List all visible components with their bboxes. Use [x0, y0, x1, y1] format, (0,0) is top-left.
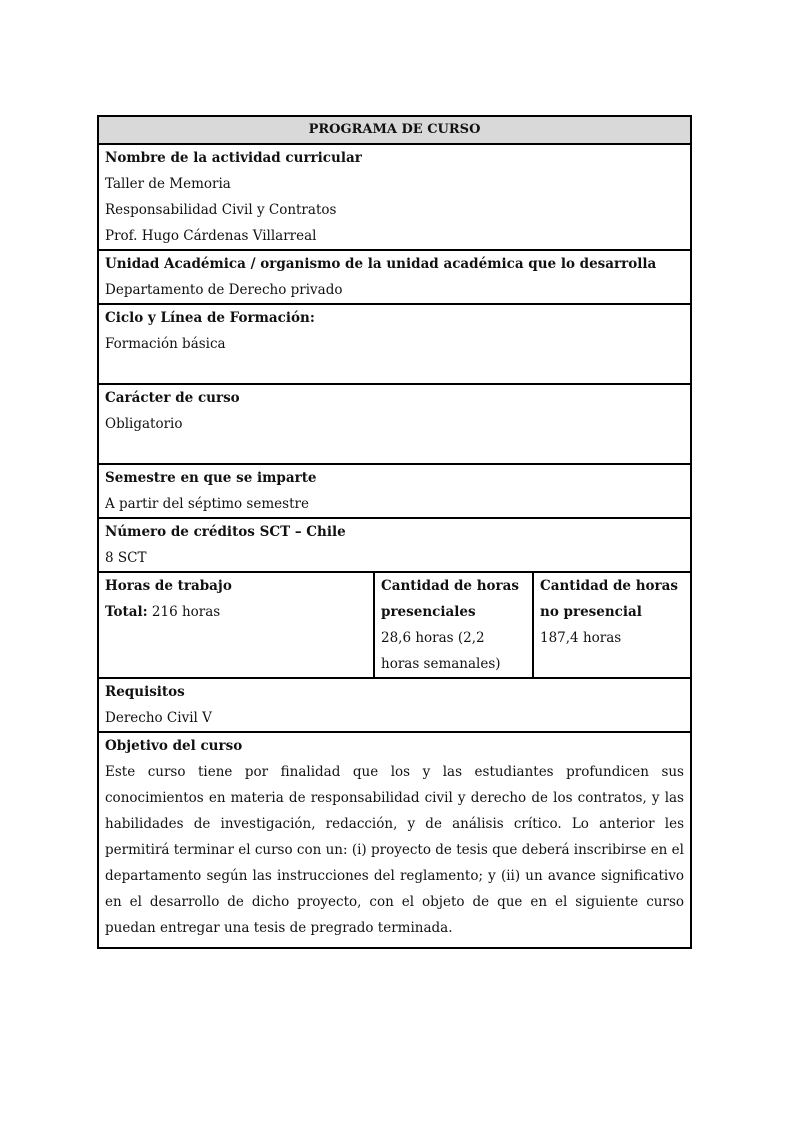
character-value: Obligatorio [105, 416, 183, 432]
table-title: PROGRAMA DE CURSO [98, 116, 691, 144]
credits-row [98, 518, 691, 572]
total-hours-line [105, 599, 367, 625]
character-cell [98, 384, 691, 464]
requirements-row [98, 678, 691, 732]
semester-row [98, 464, 691, 518]
cycle-label: Ciclo y Línea de Formación: [105, 310, 315, 326]
unit-label: Unidad Académica / organismo de la unidad académica que lo desarrolla [105, 256, 657, 272]
semester-cell [98, 464, 691, 518]
presencial-hours-cell [374, 572, 533, 678]
objective-label: Objetivo del curso [105, 738, 243, 754]
credits-cell [98, 518, 691, 572]
cycle-row [98, 304, 691, 384]
objective-text: Este curso tiene por finalidad que los y las estudiantes profundicen sus conocimientos en materia de responsabilidad civil y derecho de los contratos, y las habilidades de investigación, redacción, y de análisis crítico. Lo anterior les permitirá terminar el curso con un: (i) proyecto de tesis que deberá inscribirse en el departamento según las instrucciones del reglamento; y (ii) un avance significativo en el desarrollo de dicho proyecto, con el objeto de que en el siguiente curso puedan entregar una tesis de pregrado terminada. [105, 764, 684, 936]
presencial-label: Cantidad de horas presenciales [381, 578, 520, 620]
semester-label: Semestre en que se imparte [105, 470, 317, 486]
no-presencial-hours-cell [533, 572, 691, 678]
total-label: Total: [105, 604, 148, 620]
unit-cell [98, 250, 691, 304]
requirements-cell [98, 678, 691, 732]
activity-name: Taller de Memoria [105, 176, 231, 192]
unit-value: Departamento de Derecho privado [105, 282, 343, 298]
unit-row [98, 250, 691, 304]
cycle-value: Formación básica [105, 336, 226, 352]
activity-professor: Prof. Hugo Cárdenas Villarreal [105, 228, 317, 244]
semester-value: A partir del séptimo semestre [105, 496, 309, 512]
requirements-value: Derecho Civil V [105, 710, 212, 726]
credits-value: 8 SCT [105, 550, 147, 566]
header-row [98, 116, 691, 144]
activity-row [98, 144, 691, 250]
credits-label: Número de créditos SCT – Chile [105, 524, 346, 540]
cycle-cell [98, 304, 691, 384]
total-value: 216 horas [147, 604, 221, 620]
work-hours-cell [98, 572, 374, 678]
activity-cell [98, 144, 691, 250]
objective-cell [98, 732, 691, 948]
work-hours-label: Horas de trabajo [105, 578, 232, 594]
no-presencial-label: Cantidad de horas no presencial [540, 578, 679, 620]
course-program-table [97, 115, 692, 949]
no-presencial-value: 187,4 horas [540, 630, 622, 646]
activity-topic: Responsabilidad Civil y Contratos [105, 202, 337, 218]
character-row [98, 384, 691, 464]
activity-label: Nombre de la actividad curricular [105, 150, 362, 166]
objective-row [98, 732, 691, 948]
requirements-label: Requisitos [105, 684, 185, 700]
character-label: Carácter de curso [105, 390, 240, 406]
presencial-value: 28,6 horas (2,2 horas semanales) [381, 630, 501, 672]
hours-row [98, 572, 691, 678]
